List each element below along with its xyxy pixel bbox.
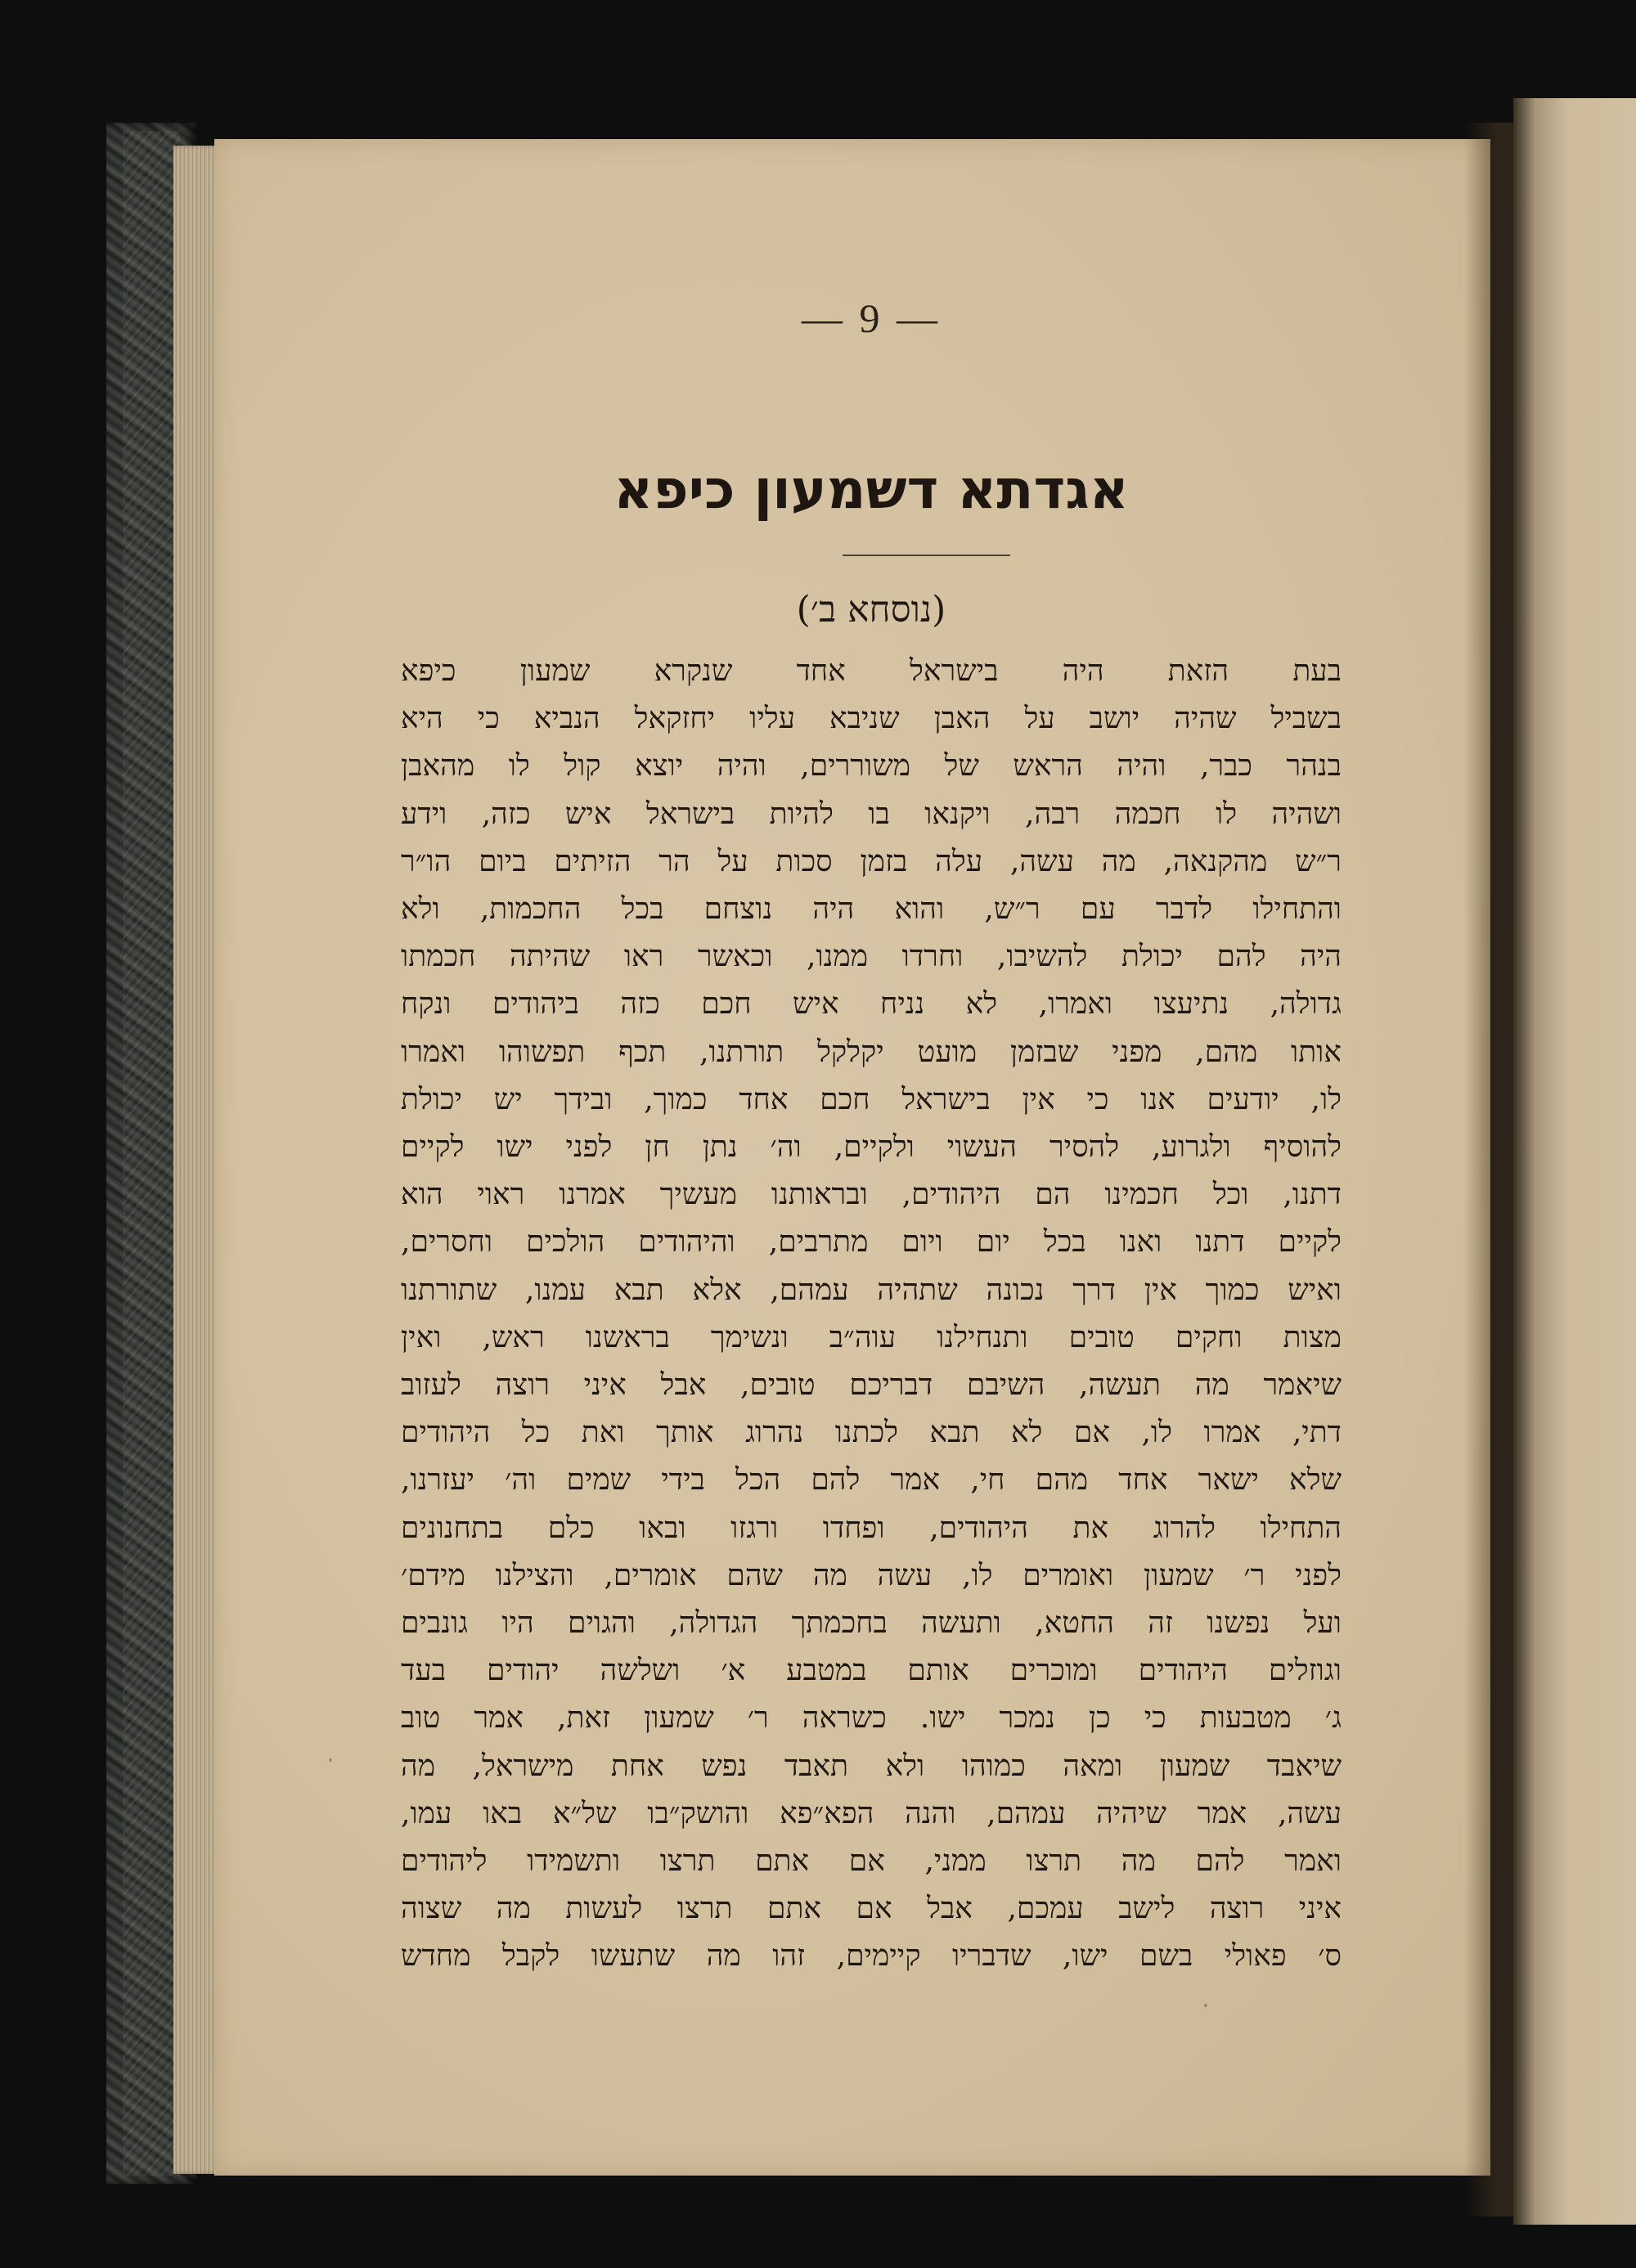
text-line: היה להם יכולת להשיבו, וחרדו ממנו, וכאשר ראו שהיתה חכמתו <box>401 940 1342 974</box>
text-line: בשביל שהיה יושב על האבן שניבא עליו יחזקאל הנביא כי היא <box>401 702 1342 736</box>
text-line: והתחילו לדבר עם ר״ש, והוא היה נוצחם בכל החכמות, ולא <box>401 892 1342 926</box>
text-line: גדולה, נתיעצו ואמרו, לא נניח איש חכם כזה ביהודים ונקח <box>401 987 1342 1022</box>
text-line: שלא ישאר אחד מהם חי, אמר להם הכל בידי שמים וה׳ יעזרנו, <box>401 1463 1342 1498</box>
text-line: ר״ש מהקנאה, מה עשה, עלה בזמן סכות על הר הזיתים ביום הו״ר <box>401 844 1342 878</box>
text-line: ואיש כמוך אין דרך נכונה שתהיה עמהם, אלא תבא עמנו, שתורתנו <box>401 1273 1342 1307</box>
text-line: ועל נפשנו זה החטא, ותעשה בחכמתך הגדולה, והגוים היו גונבים <box>401 1606 1342 1640</box>
text-line: וגוזלים היהודים ומוכרים אותם במטבע א׳ ושלשה יהודים בעד <box>401 1654 1342 1688</box>
text-line: להוסיף ולגרוע, להסיר העשוי ולקיים, וה׳ נתן חן לפני ישו לקיים <box>401 1130 1342 1164</box>
text-line: מצות וחקים טובים ותנחילנו עוה״ב ונשימך בראשנו ראש, ואין <box>401 1320 1342 1354</box>
text-line: ושהיה לו חכמה רבה, ויקנאו בו להיות בישראל איש כזה, וידע <box>401 797 1342 831</box>
text-line: התחילו להרוג את היהודים, ופחדו ורגזו ובאו כלם בתחנונים <box>401 1511 1342 1545</box>
text-line: איני רוצה לישב עמכם, אבל אם אתם תרצו לעשות מה שצוה <box>401 1892 1342 1926</box>
text-line: שיאמר מה תעשה, השיבם דבריכם טובים, אבל איני רוצה לעזוב <box>401 1368 1342 1402</box>
paper-speck <box>329 1758 332 1762</box>
paper-speck <box>1204 2004 1207 2007</box>
text-line: לקיים דתנו ואנו בכל יום ויום מתרבים, והיהודים הולכים וחסרים, <box>401 1225 1342 1260</box>
text-line: דתנו, וכל חכמינו הם היהודים, ובראותנו מעשיך אמרנו ראוי הוא <box>401 1178 1342 1212</box>
story-title: אגדתא דשמעון כיפא <box>614 458 1129 521</box>
facing-page <box>1513 98 1636 2225</box>
text-line: לו, יודעים אנו כי אין בישראל חכם אחד כמוך, ובידך יש יכולת <box>401 1082 1342 1116</box>
page-number: — 9 — <box>802 295 941 341</box>
text-line: בנהר כבר, והיה הראש של משוררים, והיה יוצא קול לו מהאבן <box>401 749 1342 784</box>
text-line: ג׳ מטבעות כי כן נמכר ישו. כשראה ר׳ שמעון זאת, אמר טוב <box>401 1701 1342 1736</box>
text-line: עשה, אמר שיהיה עמהם, והנה הפא״פא והושק״בו של״א באו עמו, <box>401 1796 1342 1830</box>
text-line: שיאבד שמעון ומאה כמוהו ולא תאבד נפש אחת מישראל, מה <box>401 1749 1342 1783</box>
text-line: לפני ר׳ שמעון ואומרים לו, עשה מה שהם אומרים, והצילנו מידם׳ <box>401 1558 1342 1592</box>
marbled-edge <box>123 131 180 2176</box>
version-label: (נוסחא ב׳) <box>796 589 946 631</box>
text-line: דתי, אמרו לו, אם לא תבא לכתנו נהרוג אותך ואת כל היהודים <box>401 1416 1342 1450</box>
title-rule <box>843 555 1010 556</box>
text-line: ס׳ פאולי בשם ישו, שדבריו קיימים, זהו מה שתעשו לקבל מחדש <box>401 1939 1342 1974</box>
text-line: ואמר להם מה תרצו ממני, אם אתם תרצו ותשמידו ליהודים <box>401 1844 1342 1878</box>
text-line: בעת הזאת היה בישראל אחד שנקרא שמעון כיפא <box>401 654 1342 688</box>
text-block <box>401 294 1342 1979</box>
text-line: אותו מהם, מפני שבזמן מועט יקלקל תורתנו, תכף תפשוהו ואמרו <box>401 1035 1342 1069</box>
